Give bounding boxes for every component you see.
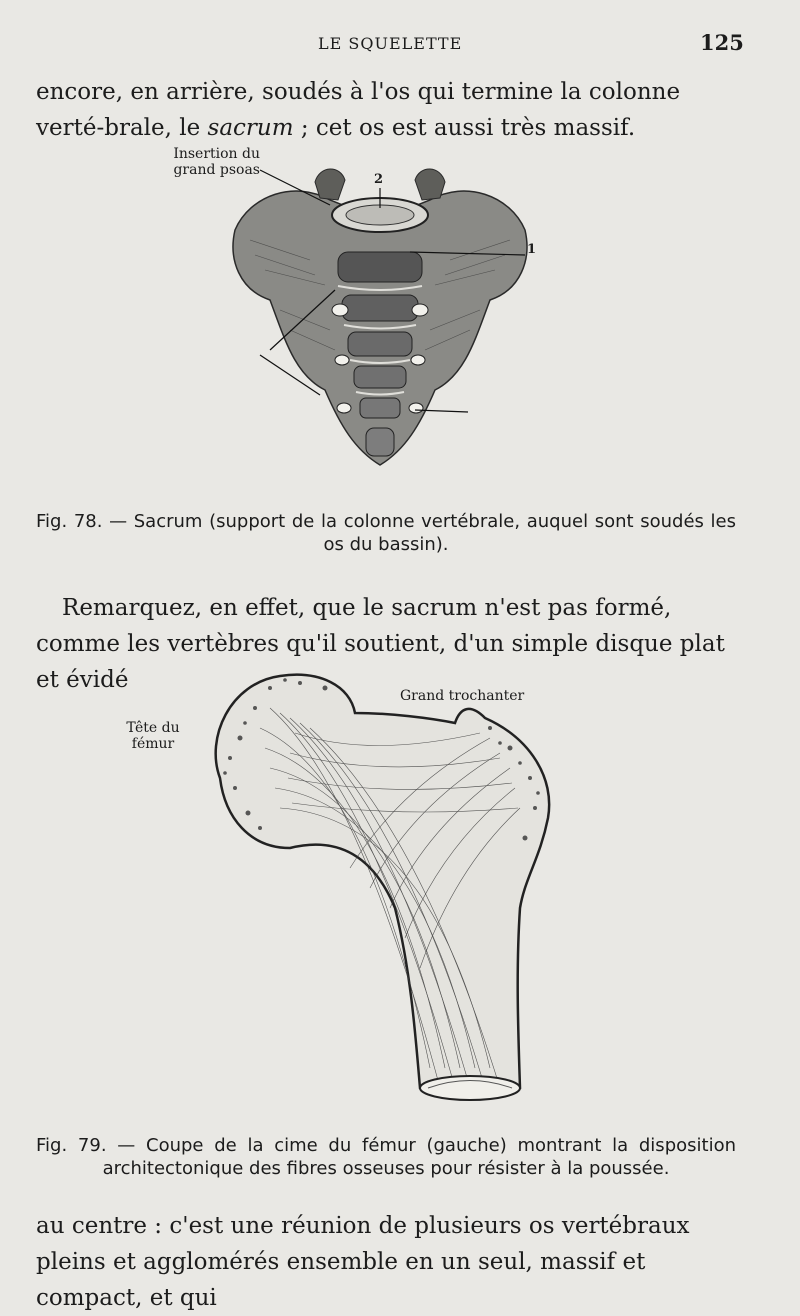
paragraph-3: au centre : c'est une réunion de plusieurs os vertébraux pleins et agglomérés ensemble en un seul, massif et compact, et qui	[36, 1213, 690, 1311]
figure-79-caption: Fig. 79. — Coupe de la cime du fémur (gauche) montrant la disposition architectonique des fibres osseuses pour résister à la poussée.	[36, 1135, 736, 1179]
figure-78-caption: Fig. 78. — Sacrum (support de la colonne vertébrale, auquel sont soudés les os du bassin).	[36, 511, 736, 555]
femoral-head-label: Tête du fémur	[126, 720, 180, 752]
page-number: 125	[700, 30, 744, 55]
callout-2: 2	[374, 172, 384, 187]
paragraph-2: Remarquez, en effet, que le sacrum n'est pas formé, comme les vertèbres qu'il soutient, d'un simple disque plat et évidé	[36, 595, 725, 693]
paragraph-1	[36, 74, 736, 146]
running-head: LE SQUELETTE	[318, 34, 463, 53]
sacrum-term: sacrum	[207, 115, 294, 141]
paragraph-1-text: encore, en arrière, soudés à l'os qui termine la colonne verté-brale, le	[36, 79, 681, 141]
greater-trochanter-label: Grand trochanter	[400, 688, 525, 704]
callout-1: 1	[527, 242, 537, 257]
sacrum-illustration	[220, 160, 540, 475]
paragraph-1-end: ; cet os est aussi très massif.	[293, 115, 636, 141]
femur-section-illustration	[200, 668, 560, 1113]
page-header	[0, 30, 800, 58]
psoas-insertion-label: Insertion du grand psoas	[173, 146, 260, 178]
